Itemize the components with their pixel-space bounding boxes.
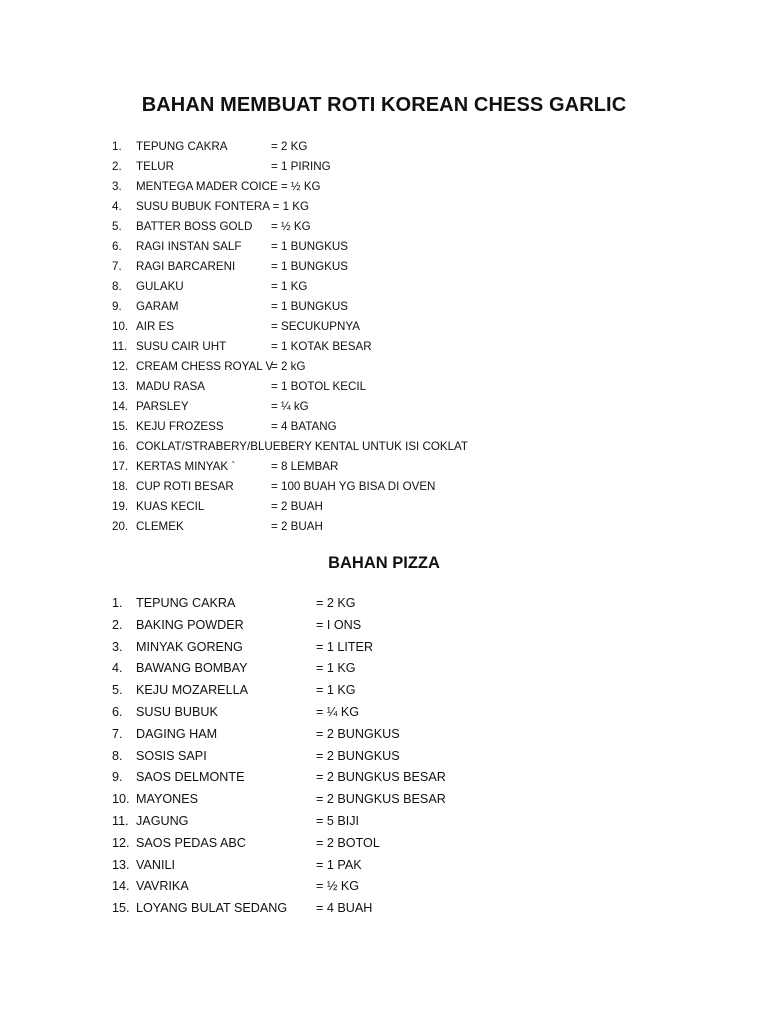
item-number: 1. <box>112 140 122 153</box>
item-number: 3. <box>112 639 123 654</box>
item-name: KUAS KECIL <box>136 500 205 513</box>
item-quantity: = 1 BOTOL KECIL <box>271 380 367 393</box>
item-number: 1. <box>112 596 123 610</box>
item-quantity: = 1 PAK <box>316 857 362 872</box>
section-title-pizza: BAHAN PIZZA <box>328 554 440 572</box>
item-number: 15. <box>112 901 130 916</box>
item-name: AIR ES <box>136 320 175 333</box>
item-quantity: = 8 LEMBAR <box>271 460 339 473</box>
item-number: 7. <box>112 726 123 741</box>
item-number: 4. <box>112 661 123 676</box>
item-number: 13. <box>112 380 129 393</box>
item-name: SOSIS SAPI <box>136 748 207 763</box>
item-name: KEJU FROZESS <box>136 420 224 433</box>
item-name: TEPUNG CAKRA <box>136 140 228 153</box>
item-name: JAGUNG <box>136 813 189 828</box>
item-quantity: = I ONS <box>316 617 362 632</box>
item-quantity: = 2 BUNGKUS BESAR <box>316 770 446 785</box>
item-quantity: = 1 BUNGKUS <box>271 300 348 313</box>
item-number: 5. <box>112 683 123 698</box>
item-quantity: = 2 BOTOL <box>316 835 380 850</box>
item-quantity: = 4 BATANG <box>271 420 337 433</box>
item-quantity: = 1 KOTAK BESAR <box>271 340 372 353</box>
item-number: 17. <box>112 460 129 473</box>
item-name: SUSU CAIR UHT <box>136 340 227 353</box>
item-number: 18. <box>112 480 129 493</box>
item-number: 12. <box>112 835 130 850</box>
item-quantity: = 2 kG <box>271 360 306 373</box>
item-name: DAGING HAM <box>136 726 218 741</box>
item-quantity: = 1 KG <box>271 280 308 293</box>
item-name: CREAM CHESS ROYAL V <box>136 360 274 373</box>
item-number: 2. <box>112 617 123 632</box>
item-quantity: = 2 BUNGKUS <box>316 748 400 763</box>
item-number: 8. <box>112 748 123 763</box>
item-quantity: = 2 BUNGKUS <box>316 726 400 741</box>
item-quantity: = 2 BUNGKUS BESAR <box>316 792 446 807</box>
item-number: 5. <box>112 220 122 233</box>
item-name: SAOS PEDAS ABC <box>136 835 246 850</box>
item-quantity: = 1 PIRING <box>271 160 331 173</box>
item-name: CUP ROTI BESAR <box>136 480 234 493</box>
item-name: KEJU MOZARELLA <box>136 683 248 698</box>
item-name: RAGI BARCARENI <box>136 260 236 273</box>
item-number: 9. <box>112 770 123 785</box>
item-quantity: = 1 BUNGKUS <box>271 260 348 273</box>
item-name: CLEMEK <box>136 520 184 533</box>
item-name: MADU RASA <box>136 380 205 393</box>
item-quantity: = 2 KG <box>271 140 308 153</box>
item-name: TEPUNG CAKRA <box>136 596 236 610</box>
item-number: 11. <box>112 813 129 828</box>
item-number: 13. <box>112 857 130 872</box>
item-quantity: = 100 BUAH YG BISA DI OVEN <box>271 480 436 493</box>
item-quantity: = SECUKUPNYA <box>271 320 361 333</box>
item-name: SUSU BUBUK FONTERA = 1 KG <box>136 200 309 213</box>
item-number: 11. <box>112 340 128 353</box>
item-name: PARSLEY <box>136 400 189 413</box>
item-name: TELUR <box>136 160 175 173</box>
item-quantity: = 2 KG <box>316 596 356 610</box>
item-name: BAKING POWDER <box>136 617 244 632</box>
item-name: SUSU BUBUK <box>136 704 218 719</box>
item-quantity: = 4 BUAH <box>316 901 373 916</box>
item-quantity: = ½ KG <box>271 220 311 233</box>
item-quantity: = ¼ kG <box>271 400 309 413</box>
item-number: 19. <box>112 500 129 513</box>
item-name: SAOS DELMONTE <box>136 770 245 785</box>
item-quantity: = 1 KG <box>316 661 356 676</box>
item-quantity: = 2 BUAH <box>271 520 323 533</box>
item-quantity: = 2 BUAH <box>271 500 323 513</box>
item-name: MAYONES <box>136 792 199 807</box>
item-number: 14. <box>112 400 129 413</box>
item-number: 12. <box>112 360 129 373</box>
item-name: GARAM <box>136 300 179 313</box>
item-number: 6. <box>112 240 122 253</box>
item-number: 10. <box>112 320 129 333</box>
item-name: BATTER BOSS GOLD <box>136 220 253 233</box>
item-name: KERTAS MINYAK ` <box>136 460 236 473</box>
item-number: 2. <box>112 160 122 173</box>
item-name: BAWANG BOMBAY <box>136 661 248 676</box>
item-name: MINYAK GORENG <box>136 639 243 654</box>
item-number: 14. <box>112 879 130 894</box>
item-number: 9. <box>112 300 122 313</box>
item-number: 3. <box>112 180 122 193</box>
item-quantity: = ¼ KG <box>316 704 360 719</box>
item-quantity: = 1 BUNGKUS <box>271 240 348 253</box>
item-name: MENTEGA MADER COICE = ½ KG <box>136 180 321 193</box>
item-name: VANILI <box>136 857 175 872</box>
item-quantity: = 5 BIJI <box>316 813 360 828</box>
item-number: 8. <box>112 280 122 293</box>
item-name: RAGI INSTAN SALF <box>136 240 242 253</box>
item-number: 16. <box>112 440 129 453</box>
item-name: LOYANG BULAT SEDANG <box>136 901 288 916</box>
item-name: VAVRIKA <box>136 879 189 894</box>
item-number: 4. <box>112 200 122 213</box>
item-number: 7. <box>112 260 122 273</box>
item-quantity: = 1 KG <box>316 683 356 698</box>
item-number: 15. <box>112 420 129 433</box>
item-name: COKLAT/STRABERY/BLUEBERY KENTAL UNTUK ISI COKLAT <box>136 440 469 453</box>
item-quantity: = 1 LITER <box>316 639 374 654</box>
item-number: 6. <box>112 704 123 719</box>
section-title-roti: BAHAN MEMBUAT ROTI KOREAN CHESS GARLIC <box>141 94 627 116</box>
item-quantity: = ½ KG <box>316 879 360 894</box>
item-name: GULAKU <box>136 280 184 293</box>
item-number: 10. <box>112 792 130 807</box>
item-number: 20. <box>112 520 129 533</box>
